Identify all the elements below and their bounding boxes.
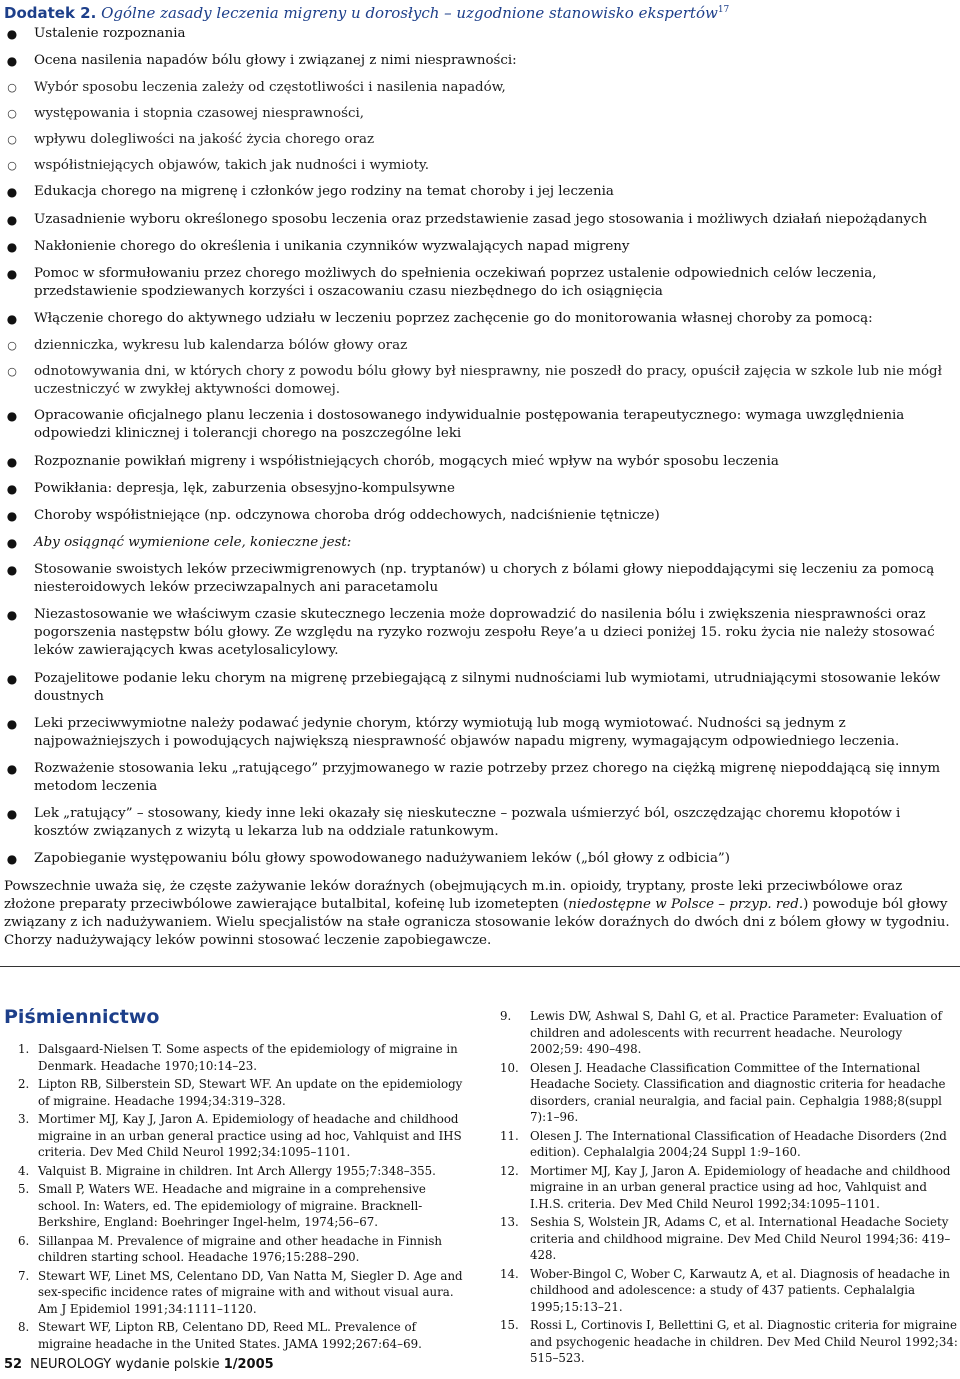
list-item [0, 850, 952, 868]
reference-item [500, 1266, 958, 1316]
reference-text: Olesen J. The International Classification of Headache Disorders (2nd edition). Cephalalgia 2004;24 Suppl 1:9–160. [530, 1128, 947, 1159]
list-item-text: Leki przeciwwymiotne należy podawać jedynie chorym, którzy wymiotują lub mogą wymiotować. Nudności są jednym z najpoważniejszych i powodujących największą niesprawność objawów napadu migreny, wymagającym odpowiedniego leczenia. [34, 715, 900, 749]
list-item [0, 265, 952, 301]
list-item [0, 561, 952, 597]
reference-text: Seshia S, Wolstein JR, Adams C, et al. International Headache Society criteria and childhood migraine. Dev Med Child Neurol 1994;36: 419–428. [530, 1215, 951, 1262]
list-item-text: występowania i stopnia czasowej niesprawności, [34, 106, 364, 122]
sub-list-item [0, 79, 952, 97]
reference-number: 3. [18, 1112, 30, 1126]
reference-item [18, 1319, 466, 1352]
reference-number: 12. [500, 1163, 519, 1178]
list-item-text: Uzasadnienie wyboru określonego sposobu leczenia oraz przedstawienie zasad jego stosowania i możliwych działań niepożądanych [34, 211, 928, 227]
bullet-icon: ● [6, 852, 18, 867]
list-item [0, 407, 952, 443]
circle-bullet-icon: ○ [7, 159, 17, 173]
title-label: Dodatek 2. [4, 4, 97, 22]
reference-text: Mortimer MJ, Kay J, Jaron A. Epidemiology of headache and childhood migraine in an urban general practice using ad hoc, Vahlquist and IHS criteria. Dev Med Child Neurol 1992;34:1095–1101. [38, 1112, 462, 1159]
bullet-icon: ● [6, 608, 18, 623]
list-item [0, 715, 952, 751]
reference-item [500, 1214, 958, 1264]
title-footnote: 17 [717, 5, 730, 15]
reference-text: Mortimer MJ, Kay J, Jaron A. Epidemiology of headache and childhood migraine in an urban general practice using ad hoc, Vahlquist and I.H.S. criteria. Dev Med Child Neurol 1992;34:1095–1101. [530, 1163, 951, 1211]
bullet-icon: ● [6, 212, 18, 227]
list-item [0, 25, 952, 43]
reference-number: 15. [500, 1318, 519, 1332]
list-item-text: Ocena nasilenia napadów bólu głowy i związanej z nimi niesprawności: [34, 53, 517, 69]
reference-item [18, 1076, 466, 1109]
reference-number: 8. [18, 1320, 30, 1334]
list-item [0, 507, 952, 525]
reference-text: Stewart WF, Lipton RB, Celentano DD, Reed ML. Prevalence of migraine headache in the United States. JAMA 1992;267:64–69. [38, 1320, 422, 1351]
list-item-text: Pozajelitowe podanie leku chorym na migrenę przebiegającą z silnymi nudnościami lub wymiotami, utrudniającymi stosowanie leków doustnych [34, 670, 941, 704]
circle-bullet-icon: ○ [7, 133, 17, 147]
reference-number: 10. [500, 1060, 519, 1075]
list-item-text: Rozważenie stosowania leku „ratującego” przyjmowanego w razie potrzeby przez chorego na ciężką migrenę niepoddającą się innym metodom leczenia [34, 761, 941, 794]
list-item-text: dzienniczka, wykresu lub kalendarza bólów głowy oraz [34, 338, 408, 354]
references-left-column [18, 1041, 466, 1354]
list-item-text: Stosowanie swoistych leków przeciwmigrenowych (np. tryptanów) u chorych z bólami głowy niepoddającymi się leczeniu za pomocą niesteroidowych leków przeciwzapalnych ani paracetamolu [34, 562, 935, 596]
list-item-text: Powikłania: depresja, lęk, zaburzenia obsesyjno-kompulsywne [34, 480, 455, 496]
list-item-text: Nakłonienie chorego do określenia i unikania czynników wyzwalających napad migreny [34, 238, 630, 254]
list-item-text: Włączenie chorego do aktywnego udziału w leczeniu poprzez zachęcenie go do monitorowania własnej choroby za pomocą: [34, 311, 873, 327]
reference-number: 1. [18, 1042, 30, 1056]
references-right-column [500, 1008, 958, 1369]
section-divider [0, 966, 960, 967]
reference-number: 14. [500, 1266, 519, 1281]
bullet-icon: ● [6, 536, 18, 551]
list-item [0, 310, 952, 328]
list-item [0, 211, 952, 229]
list-item-text: Opracowanie oficjalnego planu leczenia i dostosowanego indywidualnie postępowania terapeutycznego: wymaga uwzględnienia odpowiedzi klinicznej i tolerancji chorego na poszczególne leki [34, 408, 905, 442]
list-item-text: współistniejących objawów, takich jak nudności i wymioty. [34, 158, 430, 174]
list-item-text: Lek „ratujący” – stosowany, kiedy inne leki okazały się nieskuteczne – pozwala uśmierzyć ból, oszczędzając choremu kłopotów i kosztów związanych z wizytą u lekarza lub na oddziale ratunkowym. [34, 806, 901, 840]
list-item-text: Niezastosowanie we właściwym czasie skutecznego leczenia może doprowadzić do nasilenia bólu i zwiększenia niesprawności oraz pogorszenia następstw bólu głowy. Ze względu na ryzyko rozwoju zespołu Reye’a u dzieci poniżej 15. roku życia nie należy stosować leków zawierających kwas acetylosalicylowy. [34, 607, 935, 659]
reference-item [18, 1041, 466, 1074]
list-item [0, 183, 952, 201]
sub-list-item [0, 363, 952, 399]
bullet-icon: ● [6, 239, 18, 254]
guidelines-list [0, 25, 952, 950]
list-item-text: Edukacja chorego na migrenę i członków jego rodziny na temat choroby i jej leczenia [34, 184, 614, 200]
list-item [0, 606, 952, 660]
reference-number: 6. [18, 1233, 30, 1248]
circle-bullet-icon: ○ [7, 365, 17, 379]
reference-item [500, 1163, 958, 1213]
sub-list-item [0, 131, 952, 149]
reference-number: 2. [18, 1077, 30, 1091]
reference-text: Stewart WF, Linet MS, Celentano DD, Van Natta M, Siegler D. Age and sex-specific incidence rates of migraine with and without visual aura. Am J Epidemiol 1991;34:1111–1120. [38, 1268, 463, 1316]
reference-item [500, 1128, 958, 1161]
bullet-icon: ● [6, 54, 18, 69]
bullet-icon: ● [6, 27, 18, 41]
list-item-text: Pomoc w sformułowaniu przez chorego możliwych do spełnienia oczekiwań poprzez ustalenie odpowiednich celów leczenia, przedstawienie spodziewanych korzyści i oszacowaniu czasu niezbędnego do ich osiągnięcia [34, 265, 877, 299]
reference-item [18, 1163, 466, 1180]
reference-number: 11. [500, 1128, 519, 1143]
bullet-icon: ● [6, 185, 18, 200]
reference-number: 9. [500, 1009, 512, 1023]
list-item [0, 238, 952, 256]
reference-number: 5. [18, 1182, 30, 1196]
reference-text: Small P, Waters WE. Headache and migraine in a comprehensive school. In: Waters, ed. The epidemiology of migraine. Bracknell- Berkshire, England: Boehringer Ingel-helm, 1974;56–67. [38, 1182, 426, 1229]
list-item-text: Aby osiągnąć wymienione cele, konieczne jest: [34, 535, 352, 551]
bullet-icon: ● [6, 266, 18, 281]
bullet-icon: ● [6, 762, 18, 776]
bullet-icon: ● [6, 563, 18, 578]
reference-text: Valquist B. Migraine in children. Int Arch Allergy 1955;7:348–355. [38, 1163, 436, 1178]
list-item [0, 52, 952, 70]
reference-item [18, 1233, 466, 1266]
circle-bullet-icon: ○ [7, 339, 17, 353]
list-item [0, 534, 952, 552]
page-number: 52 [4, 1357, 23, 1372]
page-title [4, 0, 729, 23]
page-footer [4, 1357, 274, 1372]
reference-item [500, 1317, 958, 1367]
publication-name: NEUROLOGY wydanie polskie [30, 1357, 224, 1372]
list-item-text: wpływu dolegliwości na jakość życia chorego oraz [34, 132, 375, 148]
list-item-text: Wybór sposobu leczenia zależy od częstotliwości i nasilenia napadów, [34, 80, 506, 96]
list-item [0, 760, 952, 796]
sub-list-item [0, 157, 952, 175]
reference-text: Lewis DW, Ashwal S, Dahl G, et al. Practice Parameter: Evaluation of children and adolescents with recurrent headache. Neurology 2002;59: 490–498. [530, 1009, 942, 1056]
sub-list-item [0, 105, 952, 123]
references-heading: Piśmiennictwo [4, 1006, 160, 1028]
sub-list-item [0, 337, 952, 355]
reference-item [18, 1111, 466, 1161]
reference-text: Dalsgaard-Nielsen T. Some aspects of the epidemiology of migraine in Denmark. Headache 1970;10:14–23. [38, 1042, 458, 1073]
circle-bullet-icon: ○ [7, 107, 17, 121]
bullet-icon: ● [6, 807, 18, 822]
reference-number: 7. [18, 1268, 30, 1283]
list-item [0, 805, 952, 841]
list-item [0, 480, 952, 498]
reference-text: Lipton RB, Silberstein SD, Stewart WF. An update on the epidemiology of migraine. Headache 1994;34:319–328. [38, 1077, 463, 1108]
list-item [0, 670, 952, 706]
list-item-text: Rozpoznanie powikłań migreny i współistniejących chorób, mogących mieć wpływ na wybór sposobu leczenia [34, 453, 779, 469]
circle-bullet-icon: ○ [7, 81, 17, 95]
list-item-text: Zapobieganie występowaniu bólu głowy spowodowanego nadużywaniem leków („ból głowy z odbicia”) [34, 851, 730, 867]
title-text: Ogólne zasady leczenia migreny u dorosłych – uzgodnione stanowisko ekspertów [96, 4, 718, 22]
reference-text: Olesen J. Headache Classification Committee of the International Headache Society. Classification and diagnostic criteria for headache disorders, cranial neuralgia, and facial pain. Cephalgia 1988;8(suppl 7):1–96. [530, 1060, 946, 1124]
list-item-text: odnotowywania dni, w których chory z powodu bólu głowy był niesprawny, nie poszedł do pracy, opuścił zajęcia w szkole lub nie mógł uczestniczyć w zwykłej aktywności domowej. [34, 364, 942, 398]
reference-item [18, 1268, 466, 1318]
closing-paragraph: Powszechnie uważa się, że częste zażywanie leków doraźnych (obejmujących m.in. opioidy, tryptany, proste leki przeciwbólowe oraz złożone preparaty przeciwbólowe zawierające butalbital, kofeinę lub izometepten (niedostępne w Polsce – przyp. red.) powoduje ból głowy związany z ich nadużywaniem. Wielu specjalistów na stałe ogranicza stosowanie leków doraźnych do dwóch dni z bólem głowy w tygodniu. Chorzy nadużywający leków powinni stosować leczenie zapobiegawcze. [4, 878, 950, 949]
bullet-icon: ● [6, 481, 18, 496]
list-item [0, 453, 952, 471]
reference-item [500, 1060, 958, 1126]
reference-number: 13. [500, 1215, 519, 1229]
issue-number: 1/2005 [223, 1357, 274, 1372]
reference-number: 4. [18, 1163, 30, 1178]
bullet-icon: ● [6, 671, 18, 686]
bullet-icon: ● [6, 409, 18, 424]
list-item-text: Choroby współistniejące (np. odczynowa choroba dróg oddechowych, nadciśnienie tętnicze) [34, 507, 660, 523]
reference-text: Sillanpaa M. Prevalence of migraine and other headache in Finnish children starting school. Headache 1976;15:288–290. [38, 1233, 443, 1264]
bullet-icon: ● [6, 716, 18, 731]
list-item-text: Ustalenie rozpoznania [34, 26, 186, 41]
reference-item [500, 1008, 958, 1058]
reference-item [18, 1181, 466, 1231]
reference-text: Rossi L, Cortinovis I, Bellettini G, et al. Diagnostic criteria for migraine and psychogenic headache in children. Dev Med Child Neurol 1992;34: 515–523. [530, 1318, 958, 1365]
bullet-icon: ● [6, 508, 18, 523]
reference-text: Wober-Bingol C, Wober C, Karwautz A, et al. Diagnosis of headache in childhood and adolescence: a study of 437 patients. Cephalalgia 1995;15:13–21. [530, 1266, 950, 1314]
bullet-icon: ● [6, 454, 18, 469]
bullet-icon: ● [6, 312, 18, 327]
